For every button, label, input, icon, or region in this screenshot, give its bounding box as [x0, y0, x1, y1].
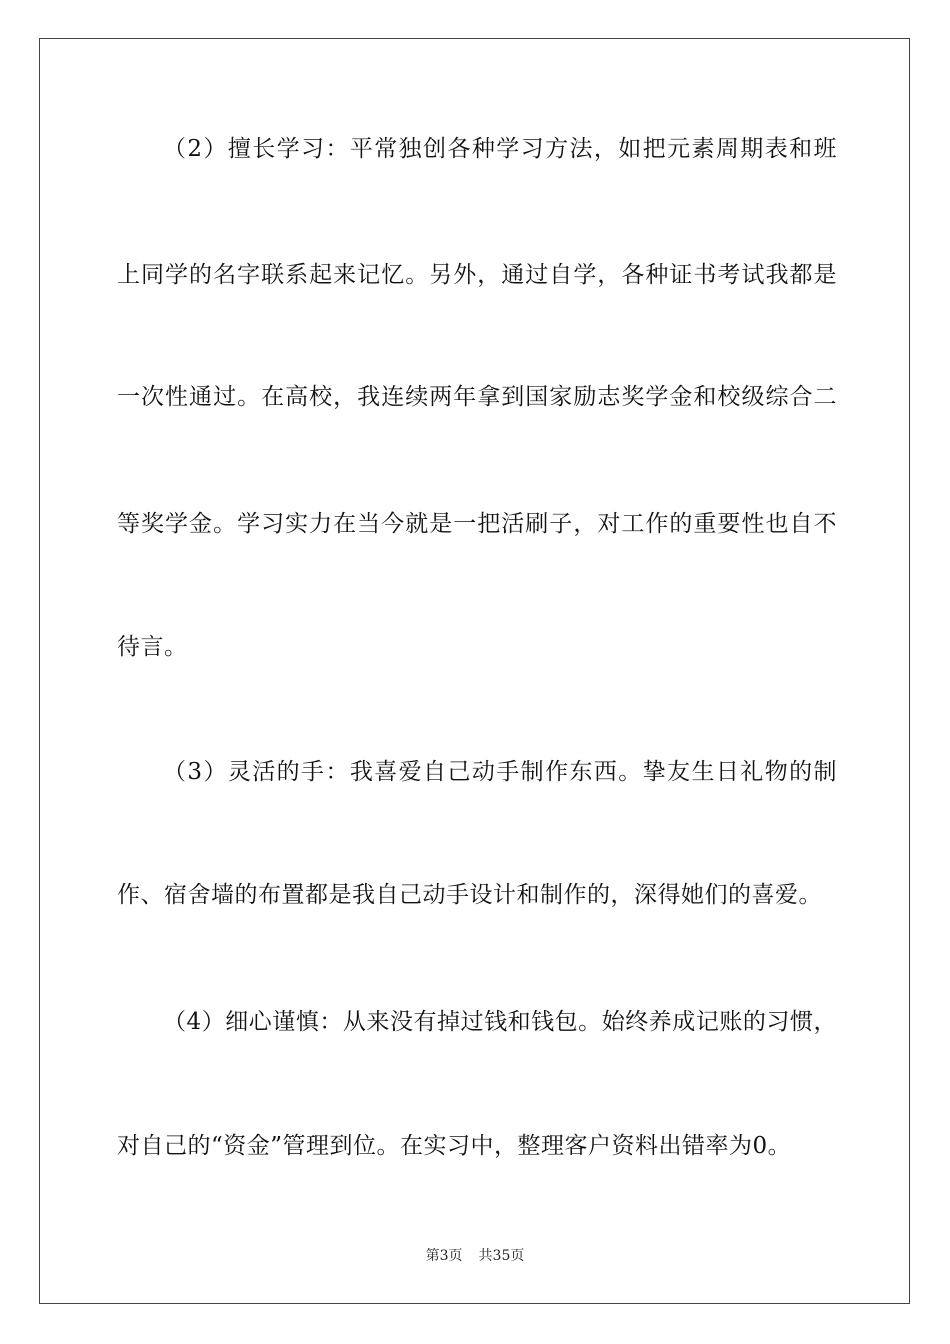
paragraph-line: 等奖学金。学习实力在当今就是一把活刷子，对工作的重要性也自不	[117, 511, 837, 537]
paragraph-line: 上同学的名字联系起来记忆。另外，通过自学，各种证书考试我都是	[117, 262, 837, 288]
page-footer	[0, 1246, 950, 1266]
paragraph-line: 一次性通过。在高校，我连续两年拿到国家励志奖学金和校级综合二	[117, 384, 837, 410]
paragraph-line: （2）擅长学习：平常独创各种学习方法，如把元素周期表和班	[163, 136, 837, 162]
paragraph-line: 对自己的“资金”管理到位。在实习中，整理客户资料出错率为0。	[117, 1133, 792, 1159]
current-page-number: 第3页	[425, 1248, 463, 1264]
paragraph-line: 作、宿舍墙的布置都是我自己动手设计和制作的，深得她们的喜爱。	[117, 882, 822, 908]
paragraph-line: （4）细心谨慎：从来没有掉过钱和钱包。始终养成记账的习惯，	[163, 1009, 837, 1035]
paragraph-line: 待言。	[117, 634, 188, 660]
total-page-count: 共35页	[478, 1248, 525, 1264]
paragraph-line: （3）灵活的手：我喜爱自己动手制作东西。挚友生日礼物的制	[163, 759, 837, 785]
page-border	[39, 38, 910, 1304]
